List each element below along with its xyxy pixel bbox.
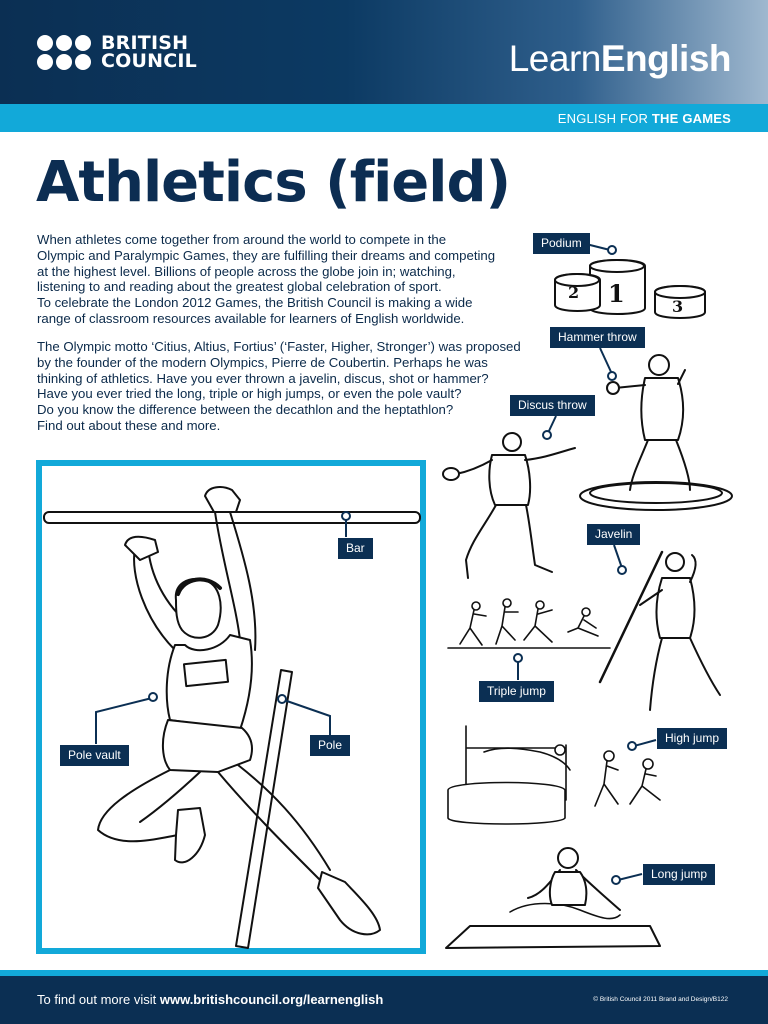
podium-number: 1 bbox=[608, 279, 625, 308]
label-discus-throw: Discus throw bbox=[510, 395, 595, 416]
footer-url-link[interactable]: www.britishcouncil.org/learnenglish bbox=[159, 992, 384, 1007]
label-pole-vault: Pole vault bbox=[60, 745, 129, 766]
logo-line-1: BRITISH bbox=[101, 32, 189, 54]
intro-line: at the highest level. Billions of people across the globe join in; watching, bbox=[37, 263, 456, 279]
page-title: Athletics (field) bbox=[36, 150, 511, 215]
label-high-jump: High jump bbox=[657, 728, 727, 749]
motto-line: Have you ever tried the long, triple or high jumps, or even the pole vault? bbox=[37, 386, 462, 402]
tagline-prefix: ENGLISH FOR bbox=[557, 111, 649, 126]
label-long-jump: Long jump bbox=[643, 864, 715, 885]
motto-line: Find out about these and more. bbox=[37, 417, 221, 433]
discus-throw-illustration bbox=[443, 433, 575, 578]
intro-line: Olympic and Paralympic Games, they are fulfilling their dreams and competing bbox=[37, 247, 496, 263]
triple-jump-illustration bbox=[448, 599, 610, 648]
logo-line-2: COUNCIL bbox=[101, 50, 197, 72]
motto-line: thinking of athletics. Have you ever thrown a javelin, discus, shot or hammer? bbox=[37, 370, 489, 386]
tagline-bold: THE GAMES bbox=[651, 111, 731, 126]
motto-line: Do you know the difference between the decathlon and the heptathlon? bbox=[37, 402, 454, 418]
design-code: Brand and Design/B122 bbox=[658, 996, 728, 1003]
javelin-illustration bbox=[600, 552, 720, 710]
footer-visit-text bbox=[37, 992, 383, 1007]
intro-line: To celebrate the London 2012 Games, the British Council is making a wide bbox=[37, 295, 473, 311]
podium-number: 3 bbox=[672, 297, 684, 316]
high-jump-illustration bbox=[448, 726, 660, 824]
label-triple-jump: Triple jump bbox=[479, 681, 554, 702]
label-pole: Pole bbox=[310, 735, 350, 756]
copyright-text: © British Council 2011 bbox=[593, 996, 658, 1003]
motto-line: The Olympic motto ‘Citius, Altius, Fortius’ (‘Faster, Higher, Stronger’) was proposed bbox=[37, 339, 521, 354]
label-podium: Podium bbox=[533, 233, 590, 254]
footer-copyright bbox=[593, 996, 728, 1003]
intro-line: When athletes come together from around the world to compete in the bbox=[37, 232, 447, 247]
intro-line: range of classroom resources available for learners of English worldwide. bbox=[37, 310, 465, 326]
long-jump-illustration bbox=[446, 848, 660, 948]
brand-learn: Learn bbox=[508, 38, 601, 79]
label-bar: Bar bbox=[338, 538, 373, 559]
motto-line: by the founder of the modern Olympics, Pierre de Coubertin. Perhaps he was bbox=[37, 354, 488, 370]
intro-line: listening to and reading about the greatest global celebration of sport. bbox=[37, 279, 442, 295]
label-hammer-throw: Hammer throw bbox=[550, 327, 645, 348]
podium-number: 2 bbox=[568, 283, 580, 302]
footer-prefix: To find out more visit bbox=[37, 992, 157, 1007]
label-javelin: Javelin bbox=[587, 524, 640, 545]
brand-english: English bbox=[600, 38, 731, 79]
footer bbox=[0, 976, 768, 1024]
hammer-throw-illustration bbox=[580, 355, 732, 510]
